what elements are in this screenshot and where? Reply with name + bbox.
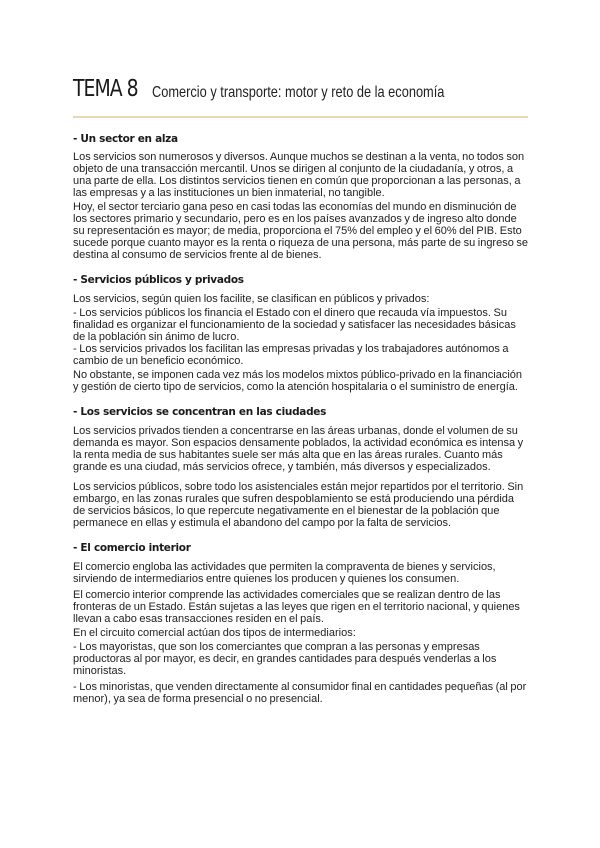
- paragraph: Los servicios, según quien los facilite, se clasifican en públicos y privados:: [73, 293, 430, 305]
- paragraph: El comercio interior comprende las actividades comerciales que se realizan dentro de las fronteras de un Estado. Están sujetas a las leyes que rigen en el territorio nacional, y quienes llevan a cabo esas transacciones residen en el país.: [73, 589, 520, 625]
- document-body: [73, 133, 528, 705]
- section-heading: - El comercio interior: [73, 542, 191, 554]
- paragraph: Los servicios públicos, sobre todo los asistenciales están mejor repartidos por el territorio. Sin embargo, en las zonas rurales que sufren despoblamiento se está produciendo una pérdida de servicios básicos, lo que repercute negativamente en el bienestar de la población que permanece en ellas y estimula el abandono del campo por la falta de servicios.: [73, 481, 524, 529]
- paragraph: No obstante, se imponen cada vez más los modelos mixtos público-privado en la financiación y gestión de cierto tipo de servicios, como la atención hospitalaria o el suministro de energía.: [73, 369, 523, 393]
- section-heading: - Los servicios se concentran en las ciudades: [73, 406, 327, 418]
- unit-title: Comercio y transporte: motor y reto de la economía: [152, 84, 445, 101]
- list-item: - Los mayoristas, que son los comerciantes que compran a las personas y empresas productoras al por mayor, es decir, en grandes cantidades para después venderlas a los minoristas.: [73, 641, 497, 677]
- section-heading: - Servicios públicos y privados: [73, 274, 244, 286]
- section-sector-en-alza: [73, 133, 528, 261]
- section-servicios-ciudades: [73, 406, 528, 529]
- paragraph: Hoy, el sector terciario gana peso en casi todas las economías del mundo en disminución de los sectores primario y secundario, pero es en los países avanzados y de ingreso alto donde su representación es mayor; de media, proporciona el 75% del empleo y el 60% del PIB. Esto sucede porque cuanto mayor es la renta o riqueza de una persona, más parte de su ingreso se destina al consumo de servicios frente al de bienes.: [73, 201, 529, 261]
- section-heading: - Un sector en alza: [73, 133, 178, 145]
- list-item: - Los servicios públicos los financia el Estado con el dinero que recauda vía impuestos. Su finalidad es organizar el funcionamiento de la sociedad y satisfacer las necesidades básicas de la población sin ánimo de lucro.: [73, 307, 516, 343]
- page-header: [73, 76, 533, 102]
- header-divider: [73, 116, 528, 118]
- section-comercio-interior: [73, 542, 528, 705]
- list-item: - Los minoristas, que venden directamente al consumidor final en cantidades pequeñas (al por menor), ya sea de forma presencial o no presencial.: [73, 681, 527, 705]
- list-item: - Los servicios privados los facilitan las empresas privadas y los trabajadores autónomos a cambio de un beneficio económico.: [73, 343, 509, 367]
- unit-number: TEMA 8: [73, 76, 138, 102]
- section-servicios-publicos-privados: [73, 274, 528, 393]
- paragraph: Los servicios son numerosos y diversos. Aunque muchos se destinan a la venta, no todos son objeto de una transacción mercantil. Unos se dirigen al conjunto de la ciudadanía, y otros, a una parte de ella. Los distintos servicios tienen en común que proporcionan a las personas, a las empresas y a las instituciones un bien inmaterial, no tangible.: [73, 151, 525, 199]
- paragraph: El comercio engloba las actividades que permiten la compraventa de bienes y servicios, sirviendo de intermediarios entre quienes los producen y quienes los consumen.: [73, 561, 496, 585]
- paragraph: Los servicios privados tienden a concentrarse en las áreas urbanas, donde el volumen de su demanda es mayor. Son espacios densamente poblados, la actividad económica es intensa y la renta media de sus habitantes suele ser más alta que en las áreas rurales. Cuanto más grande es una ciudad, más servicios ofrece, y también, más diversos y especializados.: [73, 425, 524, 473]
- paragraph: En el circuito comercial actúan dos tipos de intermediarios:: [73, 627, 356, 639]
